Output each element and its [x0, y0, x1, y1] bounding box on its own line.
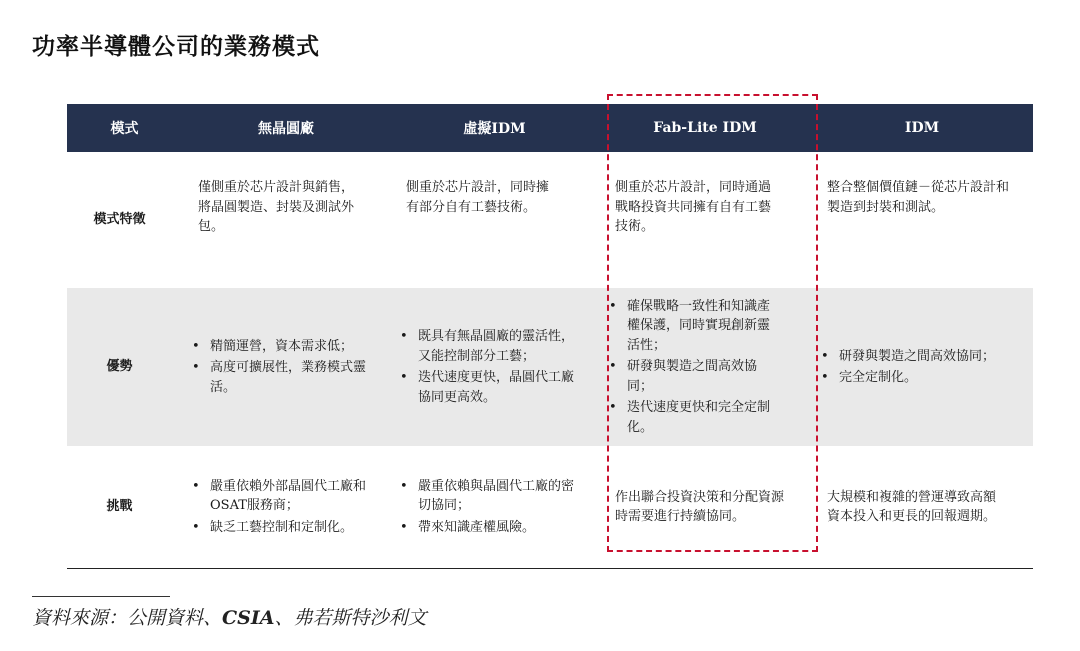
cell-idm-advantages [811, 288, 1033, 446]
header-idm: IDM [811, 104, 1033, 152]
business-model-table [67, 104, 1033, 569]
row-label-challenges: 挑戰 [67, 446, 182, 569]
cell-virtual-idm-challenges [390, 446, 599, 569]
bullet-list [390, 327, 589, 407]
list-item: • 精簡運營，資本需求低； [190, 337, 368, 357]
cell-virtual-idm-features [390, 152, 599, 288]
cell-fab-lite-features [599, 152, 811, 288]
bullet-list [599, 297, 801, 438]
list-item: • 嚴重依賴與晶圓代工廠的密切協同； [398, 477, 577, 516]
bullet-list [811, 347, 1023, 388]
list-item: • 缺乏工藝控制和定制化。 [190, 518, 368, 538]
cell-text: 整合整個價值鏈－從芯片設計和製造到封裝和測試。 [827, 180, 1010, 215]
source-prefix: 資料來源：公開資料、 [32, 607, 223, 629]
source-suffix: 、弗若斯特沙利文 [274, 607, 427, 629]
table-row [67, 446, 1033, 569]
cell-idm-challenges [811, 446, 1033, 569]
cell-idm-features [811, 152, 1033, 288]
table-header-row [67, 104, 1033, 152]
bullet-list [182, 477, 380, 538]
cell-text: 側重於芯片設計，同時擁有部分自有工藝技術。 [406, 180, 550, 215]
cell-fabless-features [182, 152, 390, 288]
list-item: • 完全定制化。 [819, 368, 1023, 388]
list-item: • 研發與製造之間高效協同； [607, 357, 779, 396]
header-fab-lite-idm: Fab-Lite IDM [599, 104, 811, 152]
cell-text: 大規模和複雜的營運導致高額資本投入和更長的回報週期。 [827, 489, 997, 524]
table-row [67, 288, 1033, 446]
list-item: • 迭代速度更快和完全定制化。 [607, 398, 779, 437]
bullet-list [390, 477, 589, 538]
cell-virtual-idm-advantages [390, 288, 599, 446]
header-mode: 模式 [67, 104, 182, 152]
source-org: CSIA [222, 607, 275, 629]
cell-fab-lite-challenges [599, 446, 811, 569]
list-item: • 嚴重依賴外部晶圓代工廠和OSAT服務商； [190, 477, 368, 516]
bullet-list [182, 337, 380, 398]
list-item: • 既具有無晶圓廠的靈活性，又能控制部分工藝； [398, 327, 577, 366]
row-label-advantages: 優勢 [67, 288, 182, 446]
row-label-features: 模式特徵 [67, 152, 182, 288]
source-rule [32, 596, 170, 597]
list-item: • 研發與製造之間高效協同； [819, 347, 1023, 367]
cell-fabless-challenges [182, 446, 390, 569]
page-title: 功率半導體公司的業務模式 [32, 34, 320, 60]
header-fabless: 無晶圓廠 [182, 104, 390, 152]
list-item: • 帶來知識產權風險。 [398, 518, 577, 538]
cell-text: 僅側重於芯片設計與銷售，將晶圓製造、封裝及測試外包。 [198, 180, 355, 234]
header-virtual-idm: 虛擬IDM [390, 104, 599, 152]
source-note [32, 603, 427, 630]
cell-text: 作出聯合投資決策和分配資源時需要進行持續協同。 [615, 489, 785, 524]
list-item: • 高度可擴展性，業務模式靈活。 [190, 358, 368, 397]
table-row [67, 152, 1033, 288]
list-item: • 迭代速度更快，晶圓代工廠協同更高效。 [398, 368, 577, 407]
cell-fab-lite-advantages [599, 288, 811, 446]
cell-text: 側重於芯片設計，同時通過戰略投資共同擁有自有工藝技術。 [615, 180, 772, 234]
list-item: • 確保戰略一致性和知識產權保護，同時實現創新靈活性； [607, 297, 779, 356]
cell-fabless-advantages [182, 288, 390, 446]
